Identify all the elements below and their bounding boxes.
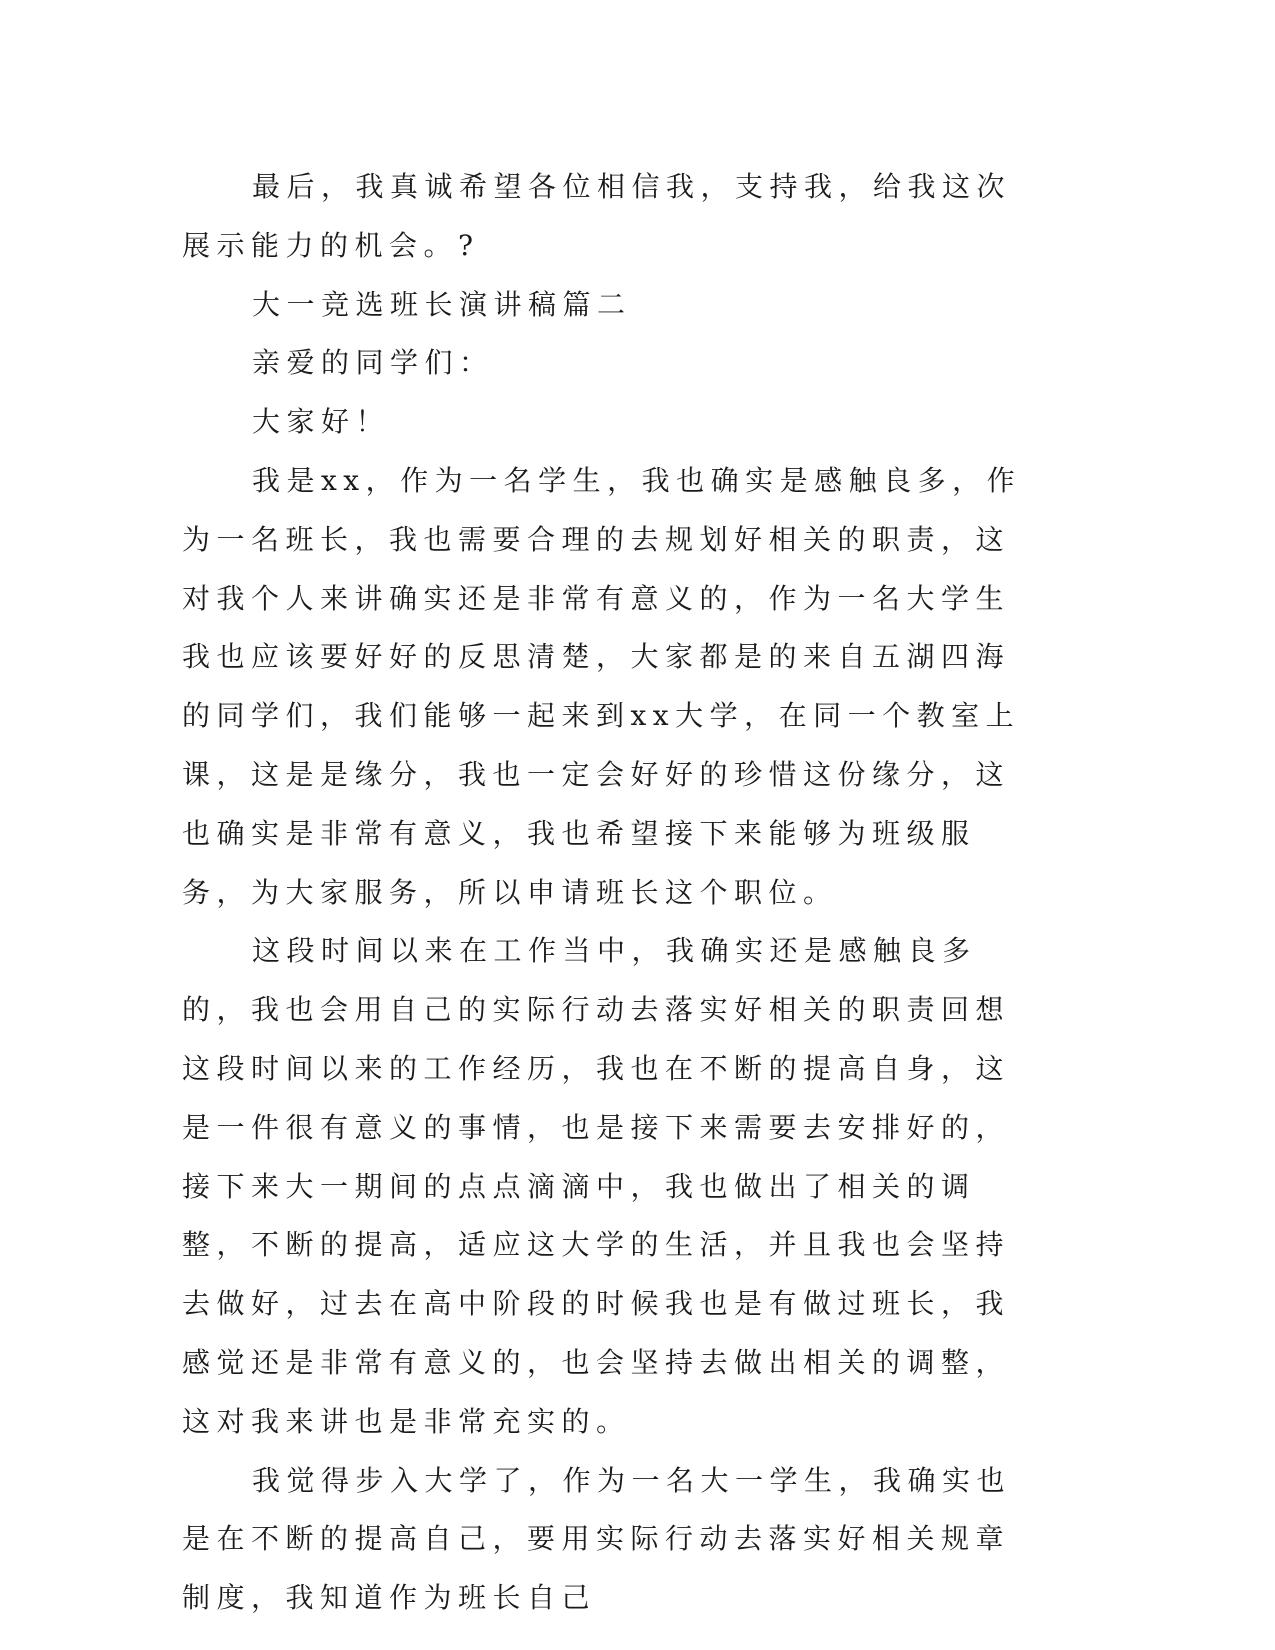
paragraph-university-life: 我觉得步入大学了，作为一名大一学生，我确实也是在不断的提高自己，要用实际行动去落实好相关规章制度，我知道作为班长自己	[182, 1463, 1012, 1615]
paragraph-introduction: 我是xx，作为一名学生，我也确实是感触良多，作为一名班长，我也需要合理的去规划好相关的职责，这对我个人来讲确实还是非常有意义的，作为一名大学生我也应该要好好的反思清楚，大家都是的来自五湖四海的同学们，我们能够一起来到xx大学，在同一个教室上课，这是是缘分，我也一定会好好的珍惜这份缘分，这也确实是非常有意义，我也希望接下来能够为班级服务，为大家服务，所以申请班长这个职位。	[182, 463, 1022, 909]
paragraph-closing: 最后，我真诚希望各位相信我，支持我，给我这次展示能力的机会。?	[182, 170, 1012, 262]
section-heading: 大一竞选班长演讲稿篇二	[252, 287, 632, 321]
document-body	[182, 158, 1030, 1628]
greeting: 大家好！	[252, 405, 391, 439]
salutation: 亲爱的同学们：	[252, 346, 494, 380]
paragraph-work-experience: 这段时间以来在工作当中，我确实还是感触良多的，我也会用自己的实际行动去落实好相关的职责回想这段时间以来的工作经历，我也在不断的提高自身，这是一件很有意义的事情，也是接下来需要去安排好的，接下来大一期间的点点滴滴中，我也做出了相关的调整，不断的提高，适应这大学的生活，并且我也会坚持去做好，过去在高中阶段的时候我也是有做过班长，我感觉还是非常有意义的，也会坚持去做出相关的调整，这对我来讲也是非常充实的。	[182, 934, 1011, 1438]
